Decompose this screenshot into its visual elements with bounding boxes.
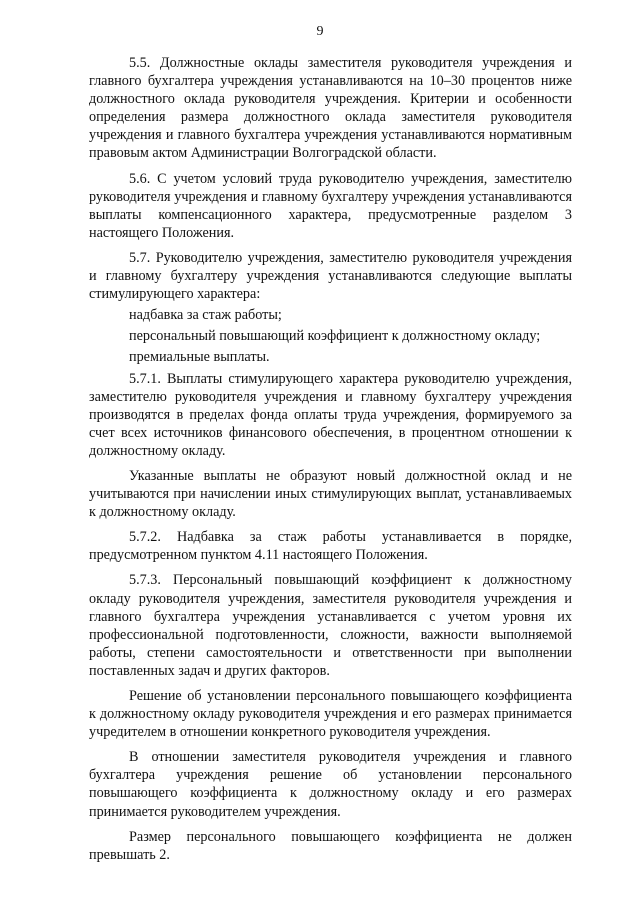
document-body xyxy=(89,54,572,871)
list-item-personal-coefficient: персональный повышающий коэффициент к должностному окладу; xyxy=(129,328,541,345)
paragraph-5-7-3: 5.7.3. Персональный повышающий коэффициент к должностному окладу руководителя учреждения, заместителя руководителя учреждения и главного бухгалтера учреждения устанавливается с учетом уровня их профессиональной подготовленности, сложности, важности выполняемой работы, степени самостоятельности и ответственности при выполнении поставленных задач и других факторов. xyxy=(89,572,572,679)
page-number: 9 xyxy=(316,24,324,39)
paragraph-5-7: 5.7. Руководителю учреждения, заместителю руководителя учреждения и главному бухгалтеру учреждения устанавливаются следующие выплаты стимулирующего характера: xyxy=(89,249,572,303)
paragraph-coefficient-limit: Размер персонального повышающего коэффициента не должен превышать 2. xyxy=(89,828,572,863)
paragraph-5-6: 5.6. С учетом условий труда руководителю учреждения, заместителю руководителя учреждения и главному бухгалтеру учреждения устанавливаются выплаты компенсационного характера, предусмотренные разделом 3 настоящего Положения. xyxy=(89,170,572,241)
paragraph-5-7-2: 5.7.2. Надбавка за стаж работы устанавливается в порядке, предусмотренном пунктом 4.11 настоящего Положения. xyxy=(89,529,572,564)
paragraph-5-5: 5.5. Должностные оклады заместителя руководителя учреждения и главного бухгалтера учреждения устанавливаются на 10–30 процентов ниже должностного оклада руководителя учреждения. Критерии и особенности определения размера должностного оклада заместителя руководителя учреждения и главного бухгалтера учреждения устанавливаются нормативным правовым актом Администрации Волгоградской области. xyxy=(89,55,572,162)
list-item-seniority-bonus: надбавка за стаж работы; xyxy=(129,307,282,324)
paragraph-payments-note: Указанные выплаты не образуют новый должностной оклад и не учитываются при начислении иных стимулирующих выплат, устанавливаемых к должностному окладу. xyxy=(89,467,572,521)
paragraph-5-7-1: 5.7.1. Выплаты стимулирующего характера руководителю учреждения, заместителю руководителя учреждения и главному бухгалтеру учреждения производятся в пределах фонда оплаты труда учреждения, формируемого за счет всех источников финансового обеспечения, в процентном отношении к должностному окладу. xyxy=(89,370,572,459)
paragraph-head-decision: В отношении заместителя руководителя учреждения и главного бухгалтера учреждения решение об установлении персонального повышающего коэффициента к должностному окладу и его размерах принимается руководителем учреждения. xyxy=(89,749,572,820)
list-item-premium-payments: премиальные выплаты. xyxy=(129,349,270,366)
stimulus-payments-list xyxy=(89,306,572,366)
paragraph-founder-decision: Решение об установлении персонального повышающего коэффициента к должностному окладу руководителя учреждения и его размерах принимается учредителем в отношении конкретного руководителя учреждения. xyxy=(89,688,572,741)
